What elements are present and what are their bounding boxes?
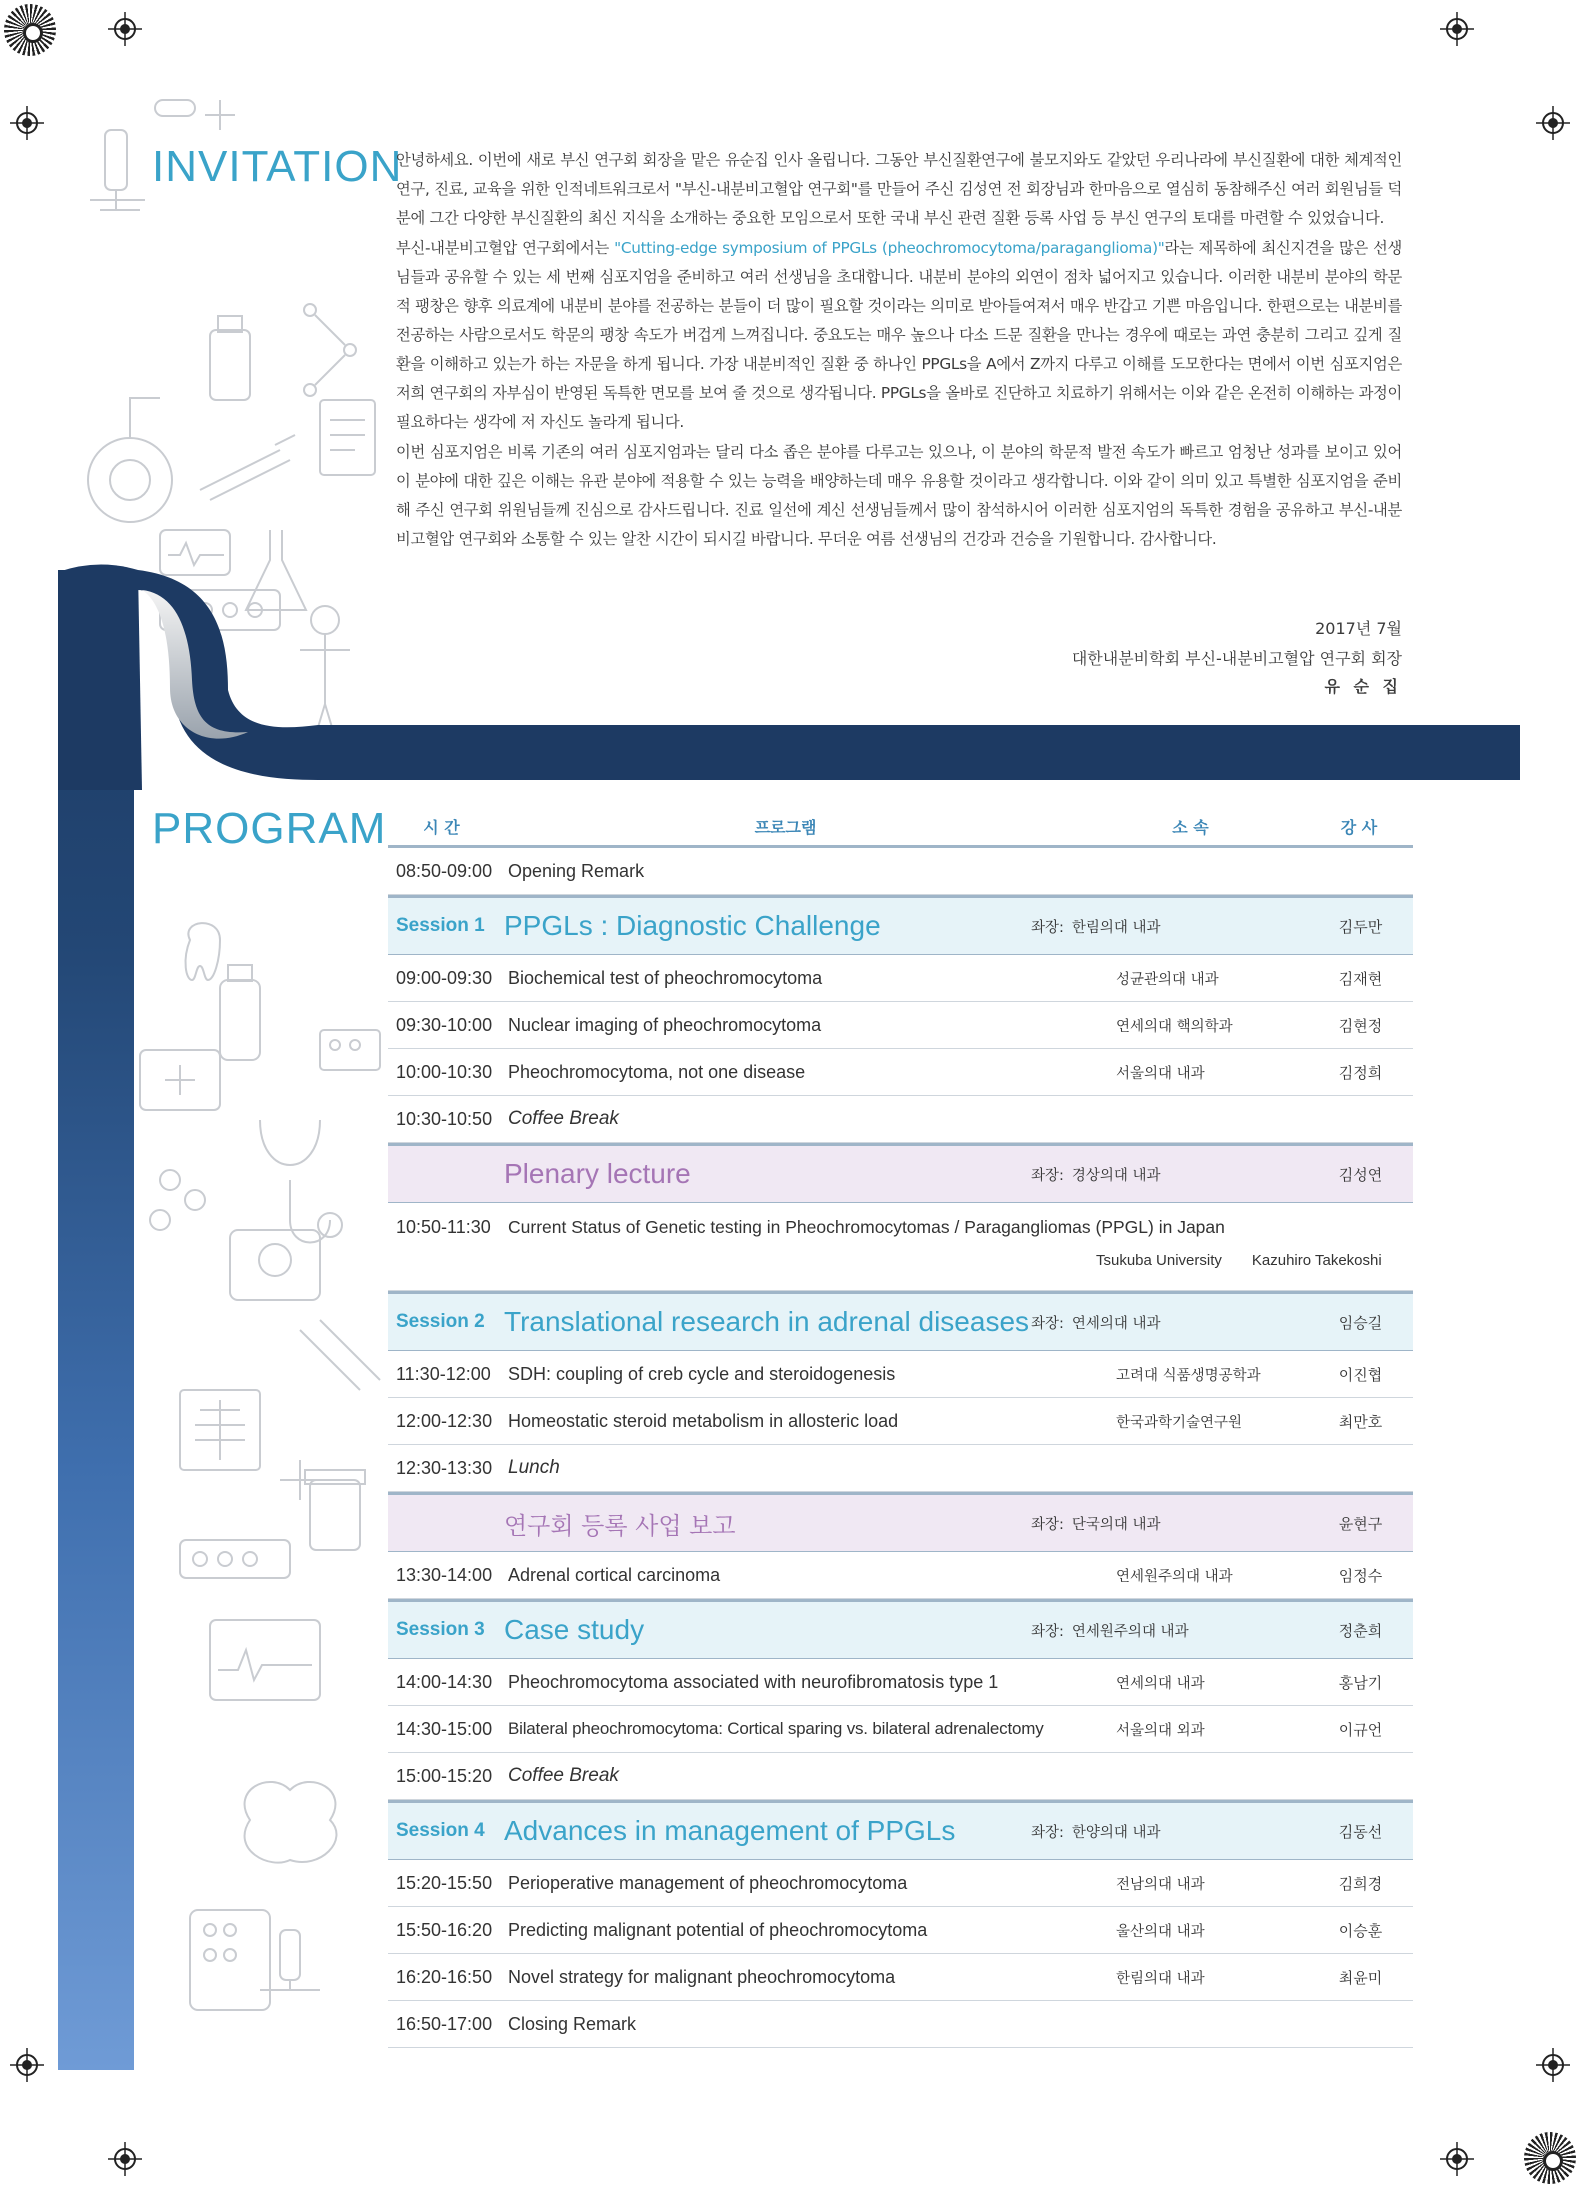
table-row: 12:00-12:30 Homeostatic steroid metabolism in allosteric load 한국과학기술연구원 최만호 bbox=[388, 1398, 1413, 1445]
plenary-affiliation: Tsukuba University bbox=[1096, 1252, 1222, 1269]
registration-mark-icon bbox=[10, 2048, 44, 2082]
table-row: 12:30-13:30 Lunch bbox=[388, 1445, 1413, 1492]
table-row: 13:30-14:00 Adrenal cortical carcinoma 연세원주의대 내과 임정수 bbox=[388, 1552, 1413, 1599]
pill-icon bbox=[155, 100, 235, 130]
registration-mark-icon bbox=[1440, 12, 1474, 46]
table-row: 16:50-17:00 Closing Remark bbox=[388, 2001, 1413, 2048]
plenary-chair: 김성연 bbox=[1338, 1165, 1383, 1184]
invitation-heading: INVITATION bbox=[152, 142, 403, 191]
registration-mark-icon bbox=[108, 12, 142, 46]
session-title: PPGLs : Diagnostic Challenge bbox=[504, 910, 881, 941]
signature-organization: 대한내분비학회 부신-내분비고혈압 연구회 회장 bbox=[1071, 649, 1402, 668]
table-row: 09:30-10:00 Nuclear imaging of pheochromocytoma 연세의대 핵의학과 김현정 bbox=[388, 1002, 1413, 1049]
table-row: 10:50-11:30 Current Status of Genetic testing in Pheochromocytomas / Paragangliomas (PPGL) in Japan Tsukuba University Kazuhiro Takekoshi bbox=[388, 1203, 1413, 1291]
session-header bbox=[388, 895, 1413, 955]
invitation-paragraph-2: 부신-내분비고혈압 연구회에서는 "Cutting-edge symposium of PPGLs (pheochromocytoma/paraganglioma)"라는 제목하에 최신지견을 많은 선생님들과 공유할 수 있는 세 번째 심포지엄을 준비하고 여러 선생님을 초대합니다. 내분비 분야의 외연이 점차 넓어지고 있습니다. 이러한 내분비 분야의 학문적 팽창은 향후 의료계에 내분비 분야를 전공하는 분들이 더 많이 필요할 것이라는 의미로 받아들여져서 매우 반갑고 기쁜 마음입니다. 한편으로는 내분비를 전공하는 사람으로서도 학문의 팽창 속도가 버겁게 느껴집니다. 중요도는 매우 높으나 다소 드문 질환을 만나는 경우에 때로는 과연 충분히 그리고 깊게 질환을 이해하고 있는가 하는 자문을 하게 됩니다. 가장 내분비적인 질환 중 하나인 PPGLs을 A에서 Z까지 다루고 이해를 도모한다는 면에서 이번 심포지엄은 저희 연구회의 자부심이 반영된 독특한 면모를 보여 줄 것으로 생각됩니다. PPGLs을 올바로 진단하고 치료하기 위해서는 이와 같은 온전히 이해하는 과정이 필요하다는 생각에 저 자신도 놀라게 됩니다. bbox=[396, 239, 1403, 431]
session-title: Case study bbox=[504, 1614, 645, 1645]
session-header bbox=[388, 1800, 1413, 1860]
ecg-monitor-icon bbox=[210, 1620, 320, 1700]
session-label: Session 3 bbox=[396, 1619, 485, 1640]
signature-date: 2017년 7월 bbox=[1315, 619, 1402, 638]
molecule-icon bbox=[304, 304, 356, 396]
program-table bbox=[388, 808, 1413, 2048]
table-row: 14:30-15:00 Bilateral pheochromocytoma: Cortical sparing vs. bilateral adrenalectomy 서울의대 외과 이규언 bbox=[388, 1706, 1413, 1753]
session-chair-affiliation: 좌장: 한림의대 내과 bbox=[1031, 919, 1161, 936]
color-target-icon bbox=[1524, 2132, 1576, 2184]
pill-bottle-icon bbox=[305, 1470, 365, 1550]
crutches-icon bbox=[300, 1320, 380, 1390]
session-chair: 김두만 bbox=[1338, 917, 1383, 936]
session-label: Session 1 bbox=[396, 915, 485, 936]
wheelchair-icon bbox=[88, 398, 172, 522]
invitation-paragraph-1: 안녕하세요. 이번에 새로 부신 연구회 회장을 맡은 유순집 인사 올립니다. 그동안 부신질환연구에 불모지와도 같았던 우리나라에 부신질환에 대한 체계적인 연구, 진료, 교육을 위한 인적네트워크로서 "부신-내분비고혈압 연구회"를 만들어 주신 김성연 전 회장님과 한마음으로 열심히 동참해주신 여러 회원님들 덕분에 그간 다양한 부신질환의 최신 지식을 소개하는 중요한 모임으로서 또한 국내 부신 관련 질환 등록 사업 등 부신 연구의 토대를 마련할 수 있었습니다. bbox=[396, 151, 1402, 227]
blood-pressure-monitor-icon bbox=[230, 1230, 320, 1300]
session-chair: 임승길 bbox=[1338, 1313, 1383, 1332]
invitation-body bbox=[396, 146, 1402, 555]
plenary-speaker: Kazuhiro Takekoshi bbox=[1251, 1252, 1382, 1269]
blister-pack-icon bbox=[320, 1030, 380, 1070]
session-label: Session 4 bbox=[396, 1820, 485, 1841]
table-row: 15:00-15:20 Coffee Break bbox=[388, 1753, 1413, 1800]
bottle-icon bbox=[210, 316, 250, 400]
table-row: 11:30-12:00 SDH: coupling of creb cycle and steroidogenesis 고려대 식품생명공학과 이진협 bbox=[388, 1351, 1413, 1398]
table-row: 15:20-15:50 Perioperative management of pheochromocytoma 전남의대 내과 김희경 bbox=[388, 1860, 1413, 1907]
session-title: Advances in management of PPGLs bbox=[504, 1815, 956, 1846]
brain-icon bbox=[245, 1782, 337, 1863]
pill-strip-icon bbox=[190, 1910, 270, 2010]
registration-mark-icon bbox=[1536, 2048, 1570, 2082]
registration-mark-icon bbox=[1440, 2142, 1474, 2176]
session-chair: 정춘희 bbox=[1338, 1621, 1383, 1640]
color-target-icon bbox=[4, 4, 56, 56]
table-row: 10:30-10:50 Coffee Break bbox=[388, 1096, 1413, 1143]
plenary-title: Plenary lecture bbox=[504, 1158, 691, 1189]
program-heading: PROGRAM bbox=[152, 804, 387, 853]
table-header bbox=[388, 808, 1413, 848]
session-chair: 김동선 bbox=[1338, 1822, 1383, 1841]
tablets-icon bbox=[150, 1170, 205, 1230]
signature-name: 유 순 집 bbox=[1324, 677, 1402, 696]
registry-header bbox=[388, 1492, 1413, 1552]
plenary-lecture-title: Current Status of Genetic testing in Pheochromocytomas / Paragangliomas (PPGL) in Japan bbox=[508, 1217, 1225, 1237]
table-row: 15:50-16:20 Predicting malignant potential of pheochromocytoma 울산의대 내과 이승훈 bbox=[388, 1907, 1413, 1954]
table-row: 10:00-10:30 Pheochromocytoma, not one disease 서울의대 내과 김정희 bbox=[388, 1049, 1413, 1096]
decorative-blue-band bbox=[58, 570, 134, 2070]
registry-title: 연구회 등록 사업 보고 bbox=[504, 1511, 736, 1540]
registry-chair: 윤현구 bbox=[1338, 1514, 1383, 1533]
syringe-icon bbox=[200, 435, 295, 500]
column-header-speaker: 강 사 bbox=[1308, 808, 1413, 845]
invitation-paragraph-3: 이번 심포지엄은 비록 기존의 여러 심포지엄과는 달리 다소 좁은 분야를 다루고는 있으나, 이 분야의 학문적 발전 속도가 빠르고 엄청난 성과를 보이고 있어 이 분야에 대한 깊은 이해는 유관 분야에 적용할 수 있는 능력을 배양하는데 매우 유용할 것이라고 생각합니다. 이와 같이 의미 있고 특별한 심포지엄을 준비해 주신 연구회 위원님들께 진심으로 감사드립니다. 진료 일선에 계신 선생님들께서 많이 참석하시어 이러한 심포지엄의 독특한 경험을 공유하고 부신-내분비고혈압 연구회와 소통할 수 있는 알찬 시간이 되시길 바랍니다. 무더운 여름 선생님의 건강과 건승을 기원합니다. 감사합니다. bbox=[396, 443, 1402, 548]
registration-mark-icon bbox=[1536, 106, 1570, 140]
stethoscope-icon bbox=[260, 1120, 342, 1243]
column-header-affiliation: 소 속 bbox=[1076, 808, 1308, 845]
registry-chair-affiliation: 좌장: 단국의대 내과 bbox=[1031, 1516, 1161, 1533]
table-row: 09:00-09:30 Biochemical test of pheochromocytoma 성균관의대 내과 김재현 bbox=[388, 955, 1413, 1002]
pill-strip-icon bbox=[180, 1540, 290, 1578]
session-chair-affiliation: 좌장: 한양의대 내과 bbox=[1031, 1824, 1161, 1841]
decorative-swoosh bbox=[58, 560, 1520, 790]
microscope-icon bbox=[90, 130, 145, 210]
bottle-icon bbox=[220, 965, 260, 1060]
session-header bbox=[388, 1291, 1413, 1351]
column-header-time: 시 간 bbox=[388, 808, 498, 845]
session-chair-affiliation: 좌장: 연세원주의대 내과 bbox=[1031, 1623, 1189, 1640]
symposium-title-highlight: "Cutting-edge symposium of PPGLs (pheochromocytoma/paraganglioma)" bbox=[614, 239, 1165, 257]
tooth-icon bbox=[186, 923, 220, 980]
registration-mark-icon bbox=[10, 106, 44, 140]
session-title: Translational research in adrenal diseases bbox=[504, 1306, 1030, 1337]
xray-icon bbox=[180, 1390, 260, 1470]
table-row: 08:50-09:00 Opening Remark bbox=[388, 848, 1413, 895]
session-chair-affiliation: 좌장: 연세의대 내과 bbox=[1031, 1315, 1161, 1332]
session-label: Session 2 bbox=[396, 1311, 485, 1332]
column-header-program: 프로그램 bbox=[498, 808, 1076, 845]
medical-kit-icon bbox=[140, 1050, 220, 1110]
clipboard-icon bbox=[320, 400, 375, 475]
table-row: 16:20-16:50 Novel strategy for malignant pheochromocytoma 한림의대 내과 최윤미 bbox=[388, 1954, 1413, 2001]
table-row: 14:00-14:30 Pheochromocytoma associated with neurofibromatosis type 1 연세의대 내과 홍남기 bbox=[388, 1659, 1413, 1706]
session-header bbox=[388, 1599, 1413, 1659]
plus-icon bbox=[280, 1460, 320, 1500]
plenary-chair-affiliation: 좌장: 경상의대 내과 bbox=[1031, 1167, 1161, 1184]
plenary-header bbox=[388, 1143, 1413, 1203]
registration-mark-icon bbox=[108, 2142, 142, 2176]
